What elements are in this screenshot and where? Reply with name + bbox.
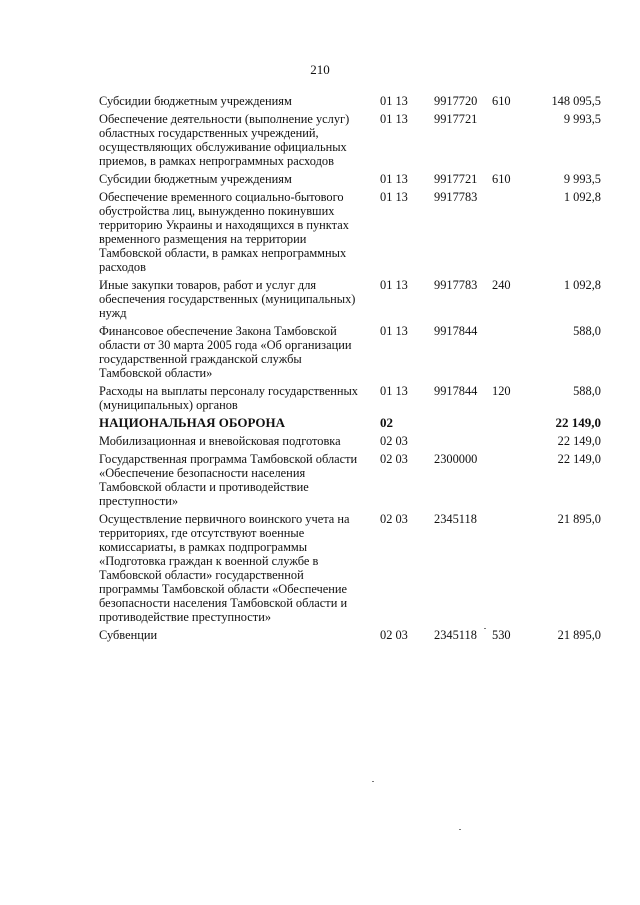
row-target: 9917783 (434, 190, 478, 204)
section-row (0, 416, 640, 430)
table-row (0, 512, 640, 624)
table-row (0, 190, 640, 274)
table-row (0, 94, 640, 108)
row-target: 9917721 (434, 172, 478, 186)
scan-speck (372, 781, 374, 782)
row-section: 02 03 (380, 452, 408, 466)
row-target: 2345118 (434, 628, 477, 642)
row-type: 610 (492, 94, 511, 108)
row-target: 2300000 (434, 452, 478, 466)
row-target: 9917783 (434, 278, 478, 292)
row-name: Мобилизационная и вневойсковая подготовка (99, 434, 341, 448)
row-name: Обеспечение временного социально-бытового обустройства лиц, вынужденно покинувших территорию Украины и находящихся в пунктах временного размещения на территории Тамбовской области, в рамках непрограммных расходов (99, 190, 349, 274)
row-name: Расходы на выплаты персоналу государственных (муниципальных) органов (99, 384, 358, 412)
row-amount: 148 095,5 (551, 94, 601, 108)
budget-table (0, 94, 640, 646)
row-type: 610 (492, 172, 511, 186)
row-name: Финансовое обеспечение Закона Тамбовской области от 30 марта 2005 года «Об организации государственной гражданской службы Тамбовской области» (99, 324, 352, 380)
row-section: 02 03 (380, 628, 408, 642)
row-section: 01 13 (380, 384, 408, 398)
row-amount: 22 149,0 (557, 434, 601, 448)
row-section: 02 (380, 415, 393, 430)
row-type: 530 (492, 628, 511, 642)
row-amount: 1 092,8 (563, 278, 601, 292)
row-target: 9917721 (434, 112, 478, 126)
row-amount: 21 895,0 (557, 512, 601, 526)
row-name: НАЦИОНАЛЬНАЯ ОБОРОНА (99, 415, 285, 430)
row-name: Осуществление первичного воинского учета на территориях, где отсутствуют военные комиссариаты, в рамках подпрограммы «Подготовка граждан к военной службе в Тамбовской области» государственной программы Тамбовской области «Обеспечение безопасности населения Тамбовской области и противодействие преступности» (99, 512, 350, 624)
table-row (0, 384, 640, 412)
table-row (0, 452, 640, 508)
page-number: 210 (310, 62, 330, 77)
row-amount: 588,0 (573, 324, 601, 338)
row-type: 240 (492, 278, 511, 292)
row-section: 01 13 (380, 94, 408, 108)
row-name: Обеспечение деятельности (выполнение услуг) областных государственных учреждений, осуществляющих обслуживание официальных приемов, в рамках непрограммных расходов (99, 112, 350, 168)
row-target: 9917844 (434, 384, 478, 398)
row-amount: 22 149,0 (555, 415, 601, 430)
table-row (0, 434, 640, 448)
table-row (0, 112, 640, 168)
row-amount: 588,0 (573, 384, 601, 398)
row-name: Субсидии бюджетным учреждениям (99, 172, 292, 186)
row-section: 02 03 (380, 434, 408, 448)
row-section: 01 13 (380, 172, 408, 186)
table-row (0, 278, 640, 320)
row-section: 01 13 (380, 278, 408, 292)
row-target: 9917720 (434, 94, 478, 108)
table-row (0, 628, 640, 642)
row-section: 02 03 (380, 512, 408, 526)
row-amount: 9 993,5 (563, 172, 601, 186)
scan-speck (459, 829, 461, 830)
row-type: 120 (492, 384, 511, 398)
row-name: Субсидии бюджетным учреждениям (99, 94, 292, 108)
row-name: Государственная программа Тамбовской области «Обеспечение безопасности населения Тамбовской области и противодействие преступности» (99, 452, 358, 508)
row-amount: 1 092,8 (563, 190, 601, 204)
row-amount: 21 895,0 (557, 628, 601, 642)
row-section: 01 13 (380, 112, 408, 126)
table-row (0, 324, 640, 380)
row-section: 01 13 (380, 190, 408, 204)
row-amount: 9 993,5 (563, 112, 601, 126)
row-target: 2345118 (434, 512, 477, 526)
row-name: Субвенции (99, 628, 158, 642)
scan-speck (484, 628, 486, 629)
row-section: 01 13 (380, 324, 408, 338)
row-target: 9917844 (434, 324, 478, 338)
row-amount: 22 149,0 (557, 452, 601, 466)
row-name: Иные закупки товаров, работ и услуг для обеспечения государственных (муниципальных) нужд (99, 278, 356, 320)
table-row (0, 172, 640, 186)
